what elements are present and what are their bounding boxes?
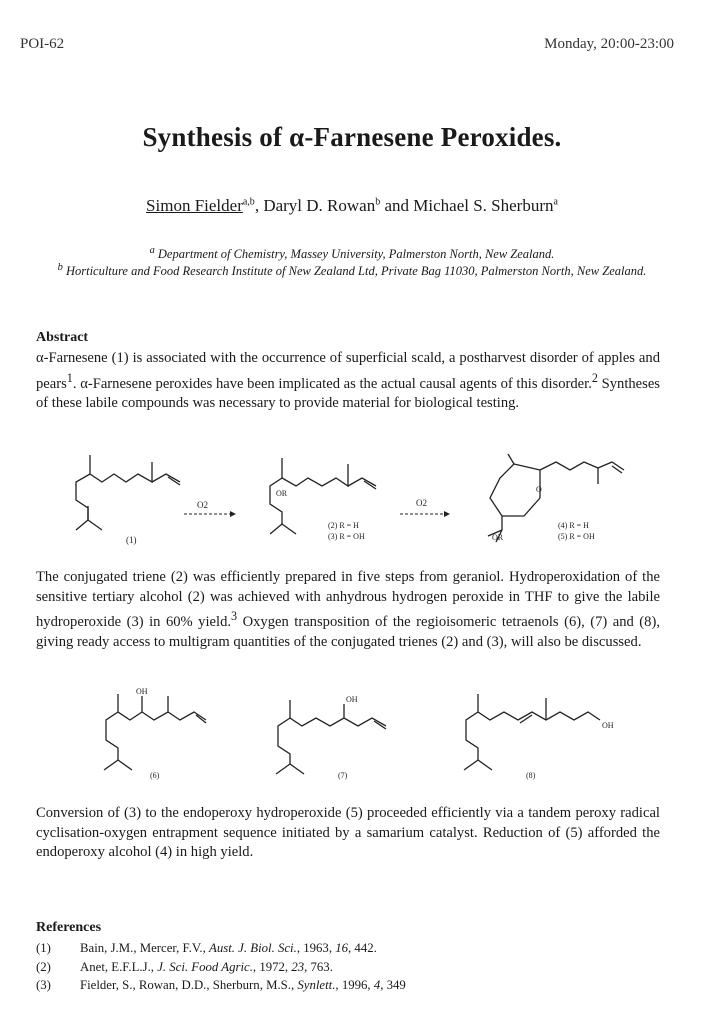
ref-year: , 1996,	[335, 978, 374, 992]
text-run: Oxygen transposition of the regioisomeric tetraenols (6), (7) and (8), giving ready access to multigram quantities of the conjugated trienes (2) and (3), will also be discussed.	[36, 614, 660, 650]
author-sherburn: and Michael S. Sherburn	[380, 196, 554, 215]
citation-sup: 3	[231, 609, 238, 624]
author-sup: b	[375, 196, 381, 208]
arrowhead	[230, 511, 236, 517]
abstract-paragraph-1	[36, 349, 660, 414]
ref-number: (2)	[36, 960, 51, 974]
reference-item	[36, 941, 377, 956]
session-time: Monday, 20:00-23:00	[544, 36, 674, 52]
compound-label-7: (7)	[338, 771, 348, 780]
affiliation-text: Horticulture and Food Research Institute of New Zealand Ltd, Private Bag 11030, Palmerston North, New Zealand.	[65, 264, 647, 279]
structure-4	[488, 454, 624, 542]
o-atom-label: O	[536, 485, 542, 494]
reference-item	[36, 978, 406, 993]
reagent-o2: O2	[416, 498, 427, 508]
ref-authors: Fielder, S., Rowan, D.D., Sherburn, M.S.,	[80, 978, 298, 992]
compound-label-6: (6)	[150, 771, 160, 780]
reagent-o2: O2	[197, 500, 208, 510]
structure-6	[104, 694, 206, 770]
author-fielder: Simon Fielder	[146, 196, 243, 215]
structure-7	[276, 700, 386, 774]
structure-8	[464, 694, 600, 770]
poster-code: POI-62	[20, 36, 65, 52]
compound-label-5: (5) R = OH	[558, 532, 595, 541]
abstract-paragraph-2	[36, 568, 660, 652]
affiliation-text: Department of Chemistry, Massey University, Palmerston North, New Zealand.	[157, 247, 555, 262]
compound-label-1: (1)	[126, 535, 137, 545]
text-run: . α-Farnesene peroxides have been implicated as the actual causal agents of this disorder.	[72, 375, 592, 392]
ref-authors: Anet, E.F.L.J.,	[80, 960, 158, 974]
ref-journal: Aust. J. Biol. Sci.	[209, 941, 297, 955]
ref-volume: 4	[373, 978, 381, 992]
ref-number: (3)	[36, 978, 51, 992]
compound-label-8: (8)	[526, 771, 536, 780]
structure-1	[76, 455, 180, 530]
ref-volume: 16	[335, 941, 349, 955]
oh-label: OH	[602, 721, 614, 730]
ref-volume: 23	[291, 960, 305, 974]
oh-label: OH	[136, 687, 148, 696]
affiliation-b	[40, 259, 664, 280]
ref-journal: Synlett.	[297, 978, 336, 992]
author-list	[0, 196, 704, 216]
text-run: The conjugated triene (2) was efficiently prepared in five steps from geraniol. Hydroperoxidation of the sensitive tertiary alcohol (2) was achieved with anhydrous hydrogen peroxide in THF to give the labile hydroperoxide (3) in 60% yield.	[36, 569, 660, 631]
reaction-scheme-1	[0, 440, 704, 560]
citation-sup: 1	[66, 370, 73, 385]
or-label: OR	[276, 489, 288, 498]
compound-label-3: (3) R = OH	[328, 532, 365, 541]
text-run: Syntheses of these labile compounds was necessary to provide material for biological testing.	[36, 375, 660, 412]
structures-6-7-8	[0, 684, 704, 784]
abstract-heading: Abstract	[36, 330, 89, 345]
arrowhead	[444, 511, 450, 517]
ref-journal: J. Sci. Food Agric.	[157, 960, 253, 974]
author-sup: a,b	[242, 196, 255, 208]
author-rowan: , Daryl D. Rowan	[254, 196, 376, 215]
ref-authors: Bain, J.M., Mercer, F.V.,	[80, 941, 210, 955]
citation-sup: 2	[591, 370, 598, 385]
author-sup: a	[553, 196, 558, 208]
ref-year: , 1972,	[252, 960, 292, 974]
ref-number: (1)	[36, 941, 51, 955]
ref-year: , 1963,	[296, 941, 336, 955]
affiliation-sup: b	[57, 262, 63, 273]
paper-title: Synthesis of α-Farnesene Peroxides.	[142, 122, 562, 152]
affiliation-sup: a	[149, 245, 155, 256]
references-heading: References	[36, 920, 102, 935]
compound-label-2: (2) R = H	[328, 521, 359, 530]
reference-item	[36, 960, 333, 975]
ref-page: , 763.	[304, 960, 333, 974]
ref-page: , 349	[380, 978, 406, 992]
abstract-paragraph-3: Conversion of (3) to the endoperoxy hydroperoxide (5) proceeded efficiently via a tandem peroxy radical cyclisation-oxygen entrapment sequence initiated by a samarium catalyst. Reduction of (5) afforded the endoperoxy alcohol (4) in high yield.	[36, 805, 660, 861]
or-label: OR	[492, 533, 504, 542]
ref-page: , 442.	[348, 941, 377, 955]
compound-label-4: (4) R = H	[558, 521, 589, 530]
text-run: α-Farnesene (1) is associated with the occurrence of superficial scald, a postharvest disorder of apples and pears	[36, 350, 660, 392]
oh-label: OH	[346, 695, 358, 704]
